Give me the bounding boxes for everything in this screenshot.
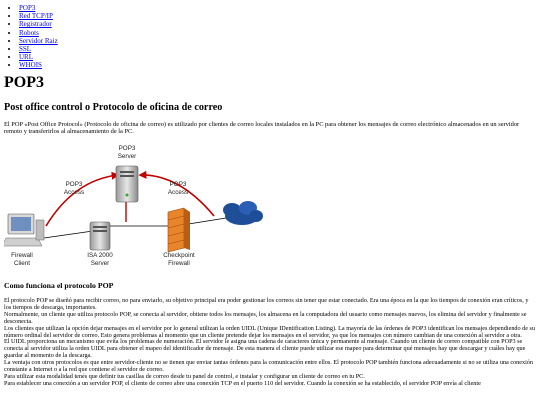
nav-item xyxy=(19,61,58,69)
nav-item xyxy=(19,37,58,45)
nav-link-whois[interactable]: WHOIS xyxy=(19,61,42,70)
firewall-icon xyxy=(168,208,190,252)
nav-link-pop3[interactable]: POP3 xyxy=(19,4,36,12)
nav-item xyxy=(19,53,58,61)
section-body xyxy=(4,298,536,388)
nav-link-registrador[interactable]: Registrador xyxy=(19,20,52,29)
nav-link-ssl[interactable]: SSL xyxy=(19,45,32,54)
intro-paragraph: El POP «Post Office Protocol» (Protocolo de oficina de correo) es utilizado por clientes de correo locales instalados en la PC para obtener los mensajes de correo electrónico almacenados en un servidor remoto y transferirlos al almacenamiento de la PC. xyxy=(4,121,520,136)
nav-link-servidor-raiz[interactable]: Servidor Raiz xyxy=(19,36,58,45)
page-title: POP3 xyxy=(4,74,44,91)
pop3-server-icon xyxy=(116,166,138,202)
pop3-network-diagram xyxy=(4,140,264,278)
section-heading: Como funciona el protocolo POP xyxy=(4,281,114,290)
page-subtitle: Post office control o Protocolo de oficina de correo xyxy=(4,102,223,113)
nav-item xyxy=(19,45,58,53)
body-paragraph: La ventaja con otros protocolos es que entre servidor-cliente no se tienen que enviar tantas órdenes para la comunicación entre ellos. El protocolo POP también funciona adecuadamente si no se utiliza una conexión constante a Internet o a la red que contiene el servidor de correo. xyxy=(4,359,534,374)
isa-label-line2: Server xyxy=(90,260,110,267)
firewall-label-line1: Checkpoint xyxy=(163,252,195,259)
nav-item xyxy=(19,12,58,20)
isa-label-line1: ISA 2000 xyxy=(87,252,113,259)
nav-link-url[interactable]: URL xyxy=(19,53,33,62)
access-left-line2: Access xyxy=(63,189,85,196)
body-paragraph: El protocolo POP se diseñó para recibir correo, no para enviarlo, su objetivo principal era poder gestionar los correos sin tener que estar conectado. Era una época en la que los tiempos de conexión eran críticos, y los tiempos de descarga, importantes. xyxy=(4,297,529,311)
body-paragraph: El UIDL proporciona un mecanismo que evita los problemas de numeración. El servidor le asigna una cadena de caracteres única y permanente al mensaje. Cuando un cliente de correo compatible con POP3 se conecta al servidor utiliza la orden UIDL para obtener el mapeo del identificador de mensaje. De esta manera el cliente puede utilizar ese mapeo para determinar qué mensajes hay que descargar y cuáles hay que guardar al momento de la descarga. xyxy=(4,338,526,360)
body-paragraph: Los clientes que utilizan la opción dejar mensajes en el servidor por lo general utilizan la orden UIDL (Unique IDentification Listing). La mayoría de las órdenes de POP3 identifican los mensajes dependiendo de su número ordinal del servidor de correo. Esto genera problemas al momento que un cliente pretende dejar los mensajes en el servidor, ya que los mensajes con número cambian de una conexión al servidor a otra. xyxy=(4,324,536,339)
client-label-line1: Firewall xyxy=(11,252,33,259)
body-paragraph: Normalmente, un cliente que utiliza protocolo POP, se conecta al servidor, obtiene todos los mensajes, los almacena en la computadora del usuario como mensajes nuevos, los elimina del servidor y finalmente se desconecta. xyxy=(4,310,527,325)
access-right-line2: Access xyxy=(167,189,189,196)
body-paragraph: Para utilizar esta modalidad tenés que definir tus casillas de correo desde tu panel de control, e instalar y configurar un cliente de correo en tu PC. xyxy=(4,372,365,380)
nav-item xyxy=(19,29,58,37)
server-label-line1: POP3 xyxy=(118,145,136,152)
nav-list xyxy=(4,4,58,70)
access-right-line1: POP3 xyxy=(169,181,187,188)
client-label-line2: Client xyxy=(13,260,31,267)
nav-link-red-tcpip[interactable]: Red TCP/IP xyxy=(19,12,53,21)
nav-link-robots[interactable]: Robots xyxy=(19,28,39,37)
body-paragraph: Para establecer una conexión a un servidor POP, el cliente de correo abre una conexión TCP en el puerto 110 del servidor. Cuando la conexión se ha establecido, el servidor POP envía al cliente xyxy=(4,379,481,387)
client-computer-icon xyxy=(4,214,44,246)
access-left-line1: POP3 xyxy=(65,181,83,188)
firewall-label-line2: Firewall xyxy=(168,260,190,267)
isa-server-icon xyxy=(90,222,110,250)
nav-item xyxy=(19,4,58,12)
nav-item xyxy=(19,20,58,28)
server-label-line2: Server xyxy=(117,153,137,160)
internet-cloud-icon xyxy=(223,201,263,225)
